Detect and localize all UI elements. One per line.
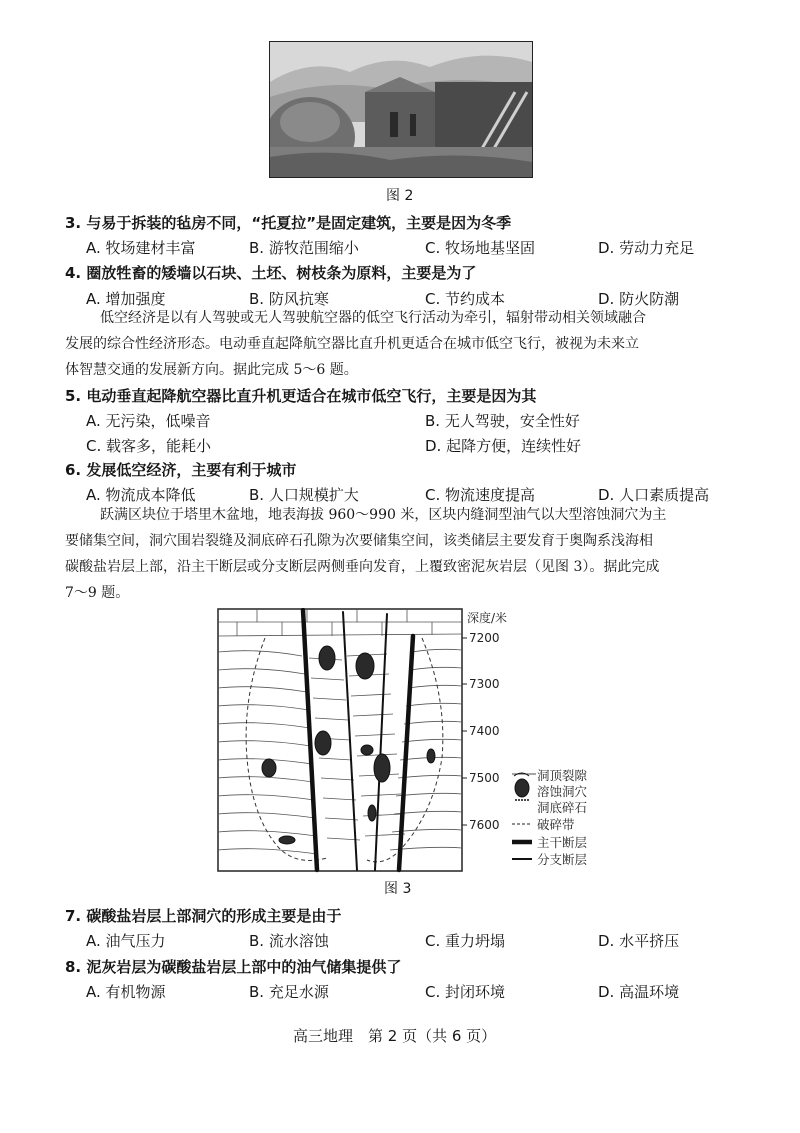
passage-1-line-2: 发展的综合性经济形态。电动垂直起降航空器比直升机更适合在城市低空飞行，被视为未来立 [65, 336, 639, 352]
depth-tick-label: 7200 [469, 631, 500, 645]
depth-tick-label: 7600 [469, 818, 500, 832]
question-6-option-c: C. 物流速度提高 [425, 486, 536, 504]
passage-2-line-1: 跃满区块位于塔里木盆地，地表海拔 960～990 米，区块内缝洞型油气以大型溶蚀洞穴为主 [100, 507, 667, 523]
question-3-option-a: A. 牧场建材丰富 [86, 239, 196, 257]
question-8-option-a: A. 有机物源 [86, 983, 166, 1001]
legend-label: 分支断层 [537, 852, 588, 867]
legend-label: 溶蚀洞穴 [537, 784, 588, 799]
question-4-stem: 4. 圈放牲畜的矮墙以石块、土坯、树枝条为原料，主要是为了 [65, 264, 477, 282]
question-8-option-d: D. 高温环境 [598, 983, 680, 1001]
question-7-stem: 7. 碳酸盐岩层上部洞穴的形成主要是由于 [65, 907, 342, 925]
question-6-stem: 6. 发展低空经济，主要有利于城市 [65, 461, 297, 479]
question-6-option-b: B. 人口规模扩大 [249, 486, 359, 504]
question-3-option-b: B. 游牧范围缩小 [249, 239, 359, 257]
depth-tick-label: 7300 [469, 677, 500, 691]
question-3-stem: 3. 与易于拆装的毡房不同，“托夏拉”是固定建筑，主要是因为冬季 [65, 214, 512, 232]
question-7-option-d: D. 水平挤压 [598, 932, 680, 950]
page-footer: 高三地理 第 2 页（共 6 页） [293, 1027, 497, 1045]
cave-7 [279, 836, 295, 844]
question-5-option-c: C. 载客多，能耗小 [86, 437, 212, 455]
question-7-option-c: C. 重力坍塌 [425, 932, 506, 950]
legend-label: 破碎带 [537, 817, 575, 832]
cave-5 [374, 754, 390, 782]
question-4-option-c: C. 节约成本 [425, 290, 506, 308]
question-8-option-c: C. 封闭环境 [425, 983, 506, 1001]
depth-axis-title: 深度/米 [467, 611, 508, 625]
passage-2-line-3: 碳酸盐岩层上部，沿主干断层或分支断层两侧垂向发育，上覆致密泥灰岩层（见图 3）。据此完成 [65, 559, 660, 575]
passage-1-line-3: 体智慧交通的发展新方向。据此完成 5～6 题。 [65, 362, 358, 378]
cave-1 [319, 646, 335, 670]
figure-3-caption: 图 3 [384, 881, 412, 897]
question-5-option-b: B. 无人驾驶，安全性好 [425, 412, 580, 430]
depth-axis [462, 610, 507, 832]
question-5-stem: 5. 电动垂直起降航空器比直升机更适合在城市低空飞行，主要是因为其 [65, 387, 537, 405]
question-5-option-d: D. 起降方便，连续性好 [425, 437, 582, 455]
cave-8 [368, 805, 376, 821]
passage-2-line-2: 要储集空间，洞穴围岩裂缝及洞底碎石孔隙为次要储集空间，该类储层主要发育于奥陶系浅海相 [65, 533, 653, 549]
legend-label: 主干断层 [537, 835, 588, 850]
question-3-option-d: D. 劳动力充足 [598, 239, 695, 257]
question-5-option-a: A. 无污染，低噪音 [86, 412, 211, 430]
legend-label: 洞顶裂隙 [537, 768, 588, 783]
question-8-stem: 8. 泥灰岩层为碳酸盐岩层上部中的油气储集提供了 [65, 958, 402, 976]
cave-6 [361, 745, 373, 755]
cave-2 [356, 653, 374, 679]
figure-3-legend [512, 768, 588, 867]
passage-2-line-4: 7～9 题。 [65, 585, 130, 601]
question-4-option-b: B. 防风抗寒 [249, 290, 329, 308]
depth-tick-label: 7500 [469, 771, 500, 785]
legend-label: 洞底碎石 [537, 800, 588, 815]
question-7-option-b: B. 流水溶蚀 [249, 932, 329, 950]
question-6-option-d: D. 人口素质提高 [598, 486, 710, 504]
figure-3-diagram [217, 608, 617, 873]
figure-2-caption: 图 2 [386, 188, 414, 204]
cave-4 [315, 731, 331, 755]
question-3-option-c: C. 牧场地基坚固 [425, 239, 536, 257]
depth-tick-label: 7400 [469, 724, 500, 738]
question-8-option-b: B. 充足水源 [249, 983, 329, 1001]
passage-1-line-1: 低空经济是以有人驾驶或无人驾驶航空器的低空飞行活动为牵引，辐射带动相关领域融合 [100, 310, 646, 326]
question-6-option-a: A. 物流成本降低 [86, 486, 196, 504]
cave-3 [262, 759, 276, 777]
question-4-option-a: A. 增加强度 [86, 290, 166, 308]
question-4-option-d: D. 防火防潮 [598, 290, 680, 308]
question-7-option-a: A. 油气压力 [86, 932, 166, 950]
cave-9 [427, 749, 435, 763]
figure-2-photo [269, 41, 533, 178]
